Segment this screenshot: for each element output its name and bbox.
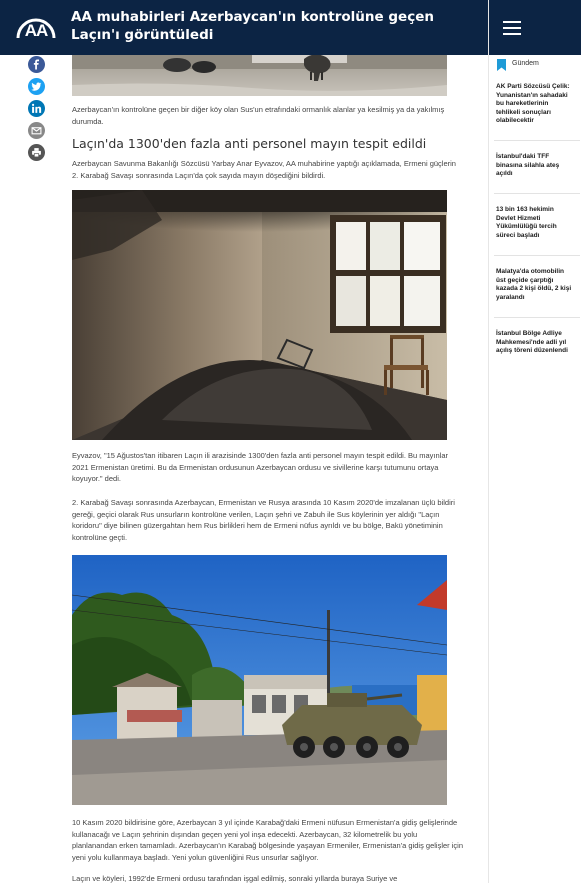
sidebar-separator bbox=[494, 193, 580, 194]
hamburger-icon-bar bbox=[503, 27, 521, 29]
sidebar-news-item[interactable]: İstanbul Bölge Adliye Mahkemesi'nde adli yıl açılış töreni düzenlendi bbox=[496, 330, 568, 354]
bookmark-icon bbox=[496, 58, 507, 70]
menu-button[interactable] bbox=[490, 12, 534, 44]
twitter-icon bbox=[31, 81, 42, 92]
article-photo-burned-room bbox=[72, 190, 447, 440]
hamburger-icon bbox=[503, 21, 521, 23]
facebook-icon bbox=[31, 59, 42, 70]
printer-icon bbox=[31, 147, 42, 158]
sidebar-separator bbox=[494, 140, 580, 141]
email-share-button[interactable] bbox=[28, 122, 45, 139]
hamburger-icon-bar bbox=[503, 33, 521, 35]
sidebar-news-item[interactable]: İstanbul'daki TFF binasına silahla ateş açıldı bbox=[496, 153, 560, 177]
mail-icon bbox=[31, 125, 42, 136]
sidebar-news-item[interactable]: 13 bin 163 hekimin Devlet Hizmeti Yükümlülüğü tercih süreci başladı bbox=[496, 206, 557, 239]
site-header bbox=[0, 0, 581, 55]
sidebar-separator bbox=[494, 317, 580, 318]
sidebar-news-item[interactable]: Malatya'da otomobilin üst geçide çarptığı kazada 2 kişi öldü, 2 kişi yaralandı bbox=[496, 268, 572, 301]
page-title: AA muhabirleri Azerbaycan'ın kontrolüne geçen Laçın'ı görüntüledi bbox=[71, 9, 434, 43]
article-paragraph: 10 Kasım 2020 bildirisine göre, Azerbaycan 3 yıl içinde Karabağ'daki Ermeni nüfusun Ermenistan'a gidiş gelişlerinde kullanacağı ve Laçın şehrinin dışından geçen yeni yol inşa edecekti. Azerbaycan, 32 kilometrelik bu yolu planlanandan erken tamamladı. Azerbaycan'ın Karabağ bölgesinde yaşayan Ermeniler, Ermenistan'a gidiş gelişler için yeni yolu kullanmaya başladı. Yeni yolun güvenliğini Rus unsurlar sağlıyor. bbox=[72, 818, 464, 862]
article-paragraph: Eyvazov, "15 Ağustos'tan itibaren Laçın ili arazisinde 1300'den fazla anti personel mayın tespit edildi. Bu mayınlar 2021 Ermenistan üretimi. Bu da Ermenistan ordusunun Azerbaycan ordusu ve sivillerine karşı tutumunu ortaya koyuyor." dedi. bbox=[72, 451, 449, 483]
aa-logo[interactable] bbox=[13, 4, 59, 50]
article-photo-lachin-street bbox=[72, 555, 447, 805]
twitter-share-button[interactable] bbox=[28, 78, 45, 95]
sidebar-news-item[interactable]: AK Parti Sözcüsü Çelik: Yunanistan'ın sahadaki bu hareketlerinin tehlikeli sonuçları olabilecektir bbox=[496, 83, 570, 124]
article-subheading: Laçın'da 1300'den fazla anti personel mayın tespit edildi bbox=[72, 136, 427, 151]
linkedin-share-button[interactable] bbox=[28, 100, 45, 117]
facebook-share-button[interactable] bbox=[28, 56, 45, 73]
sidebar-divider bbox=[488, 0, 489, 883]
logo-text: AA bbox=[24, 21, 48, 40]
article-photo-sus-village bbox=[72, 55, 447, 96]
article-paragraph: 2. Karabağ Savaşı sonrasında Azerbaycan, Ermenistan ve Rusya arasında 10 Kasım 2020'de imzalanan üçlü bildiri gereği, geçici olarak Rus unsurların kontrolüne verilen, Laçın şehri ve Zabuh ile Sus köylerinin yer aldığı "Laçın koridoru" diye bilinen güzergahtan hem Rus birlikleri hem de Ermeni nüfus ayrıldı ve bu bölge, Bakü yönetiminin kontrolüne geçti. bbox=[72, 498, 455, 542]
article-paragraph: Azerbaycan Savunma Bakanlığı Sözcüsü Yarbay Anar Eyvazov, AA muhabirine yaptığı açıklamada, Ermeni güçlerin 2. Karabağ Savaşı sonrasında Laçın'da çok sayıda mayın döşediğini bildirdi. bbox=[72, 159, 456, 180]
sidebar-separator bbox=[494, 255, 580, 256]
print-button[interactable] bbox=[28, 144, 45, 161]
linkedin-icon bbox=[31, 103, 42, 114]
article-paragraph: Laçın ve köyleri, 1992'de Ermeni ordusu tarafından işgal edilmiş, sonraki yıllarda buraya Suriye ve bbox=[72, 874, 398, 883]
photo-caption: Azerbaycan'ın kontrolüne geçen bir diğer köy olan Sus'un etrafındaki ormanlık alanlar ya kesilmiş ya da yakılmış durumda. bbox=[72, 105, 445, 126]
sidebar-section-label: Gündem bbox=[512, 60, 539, 67]
